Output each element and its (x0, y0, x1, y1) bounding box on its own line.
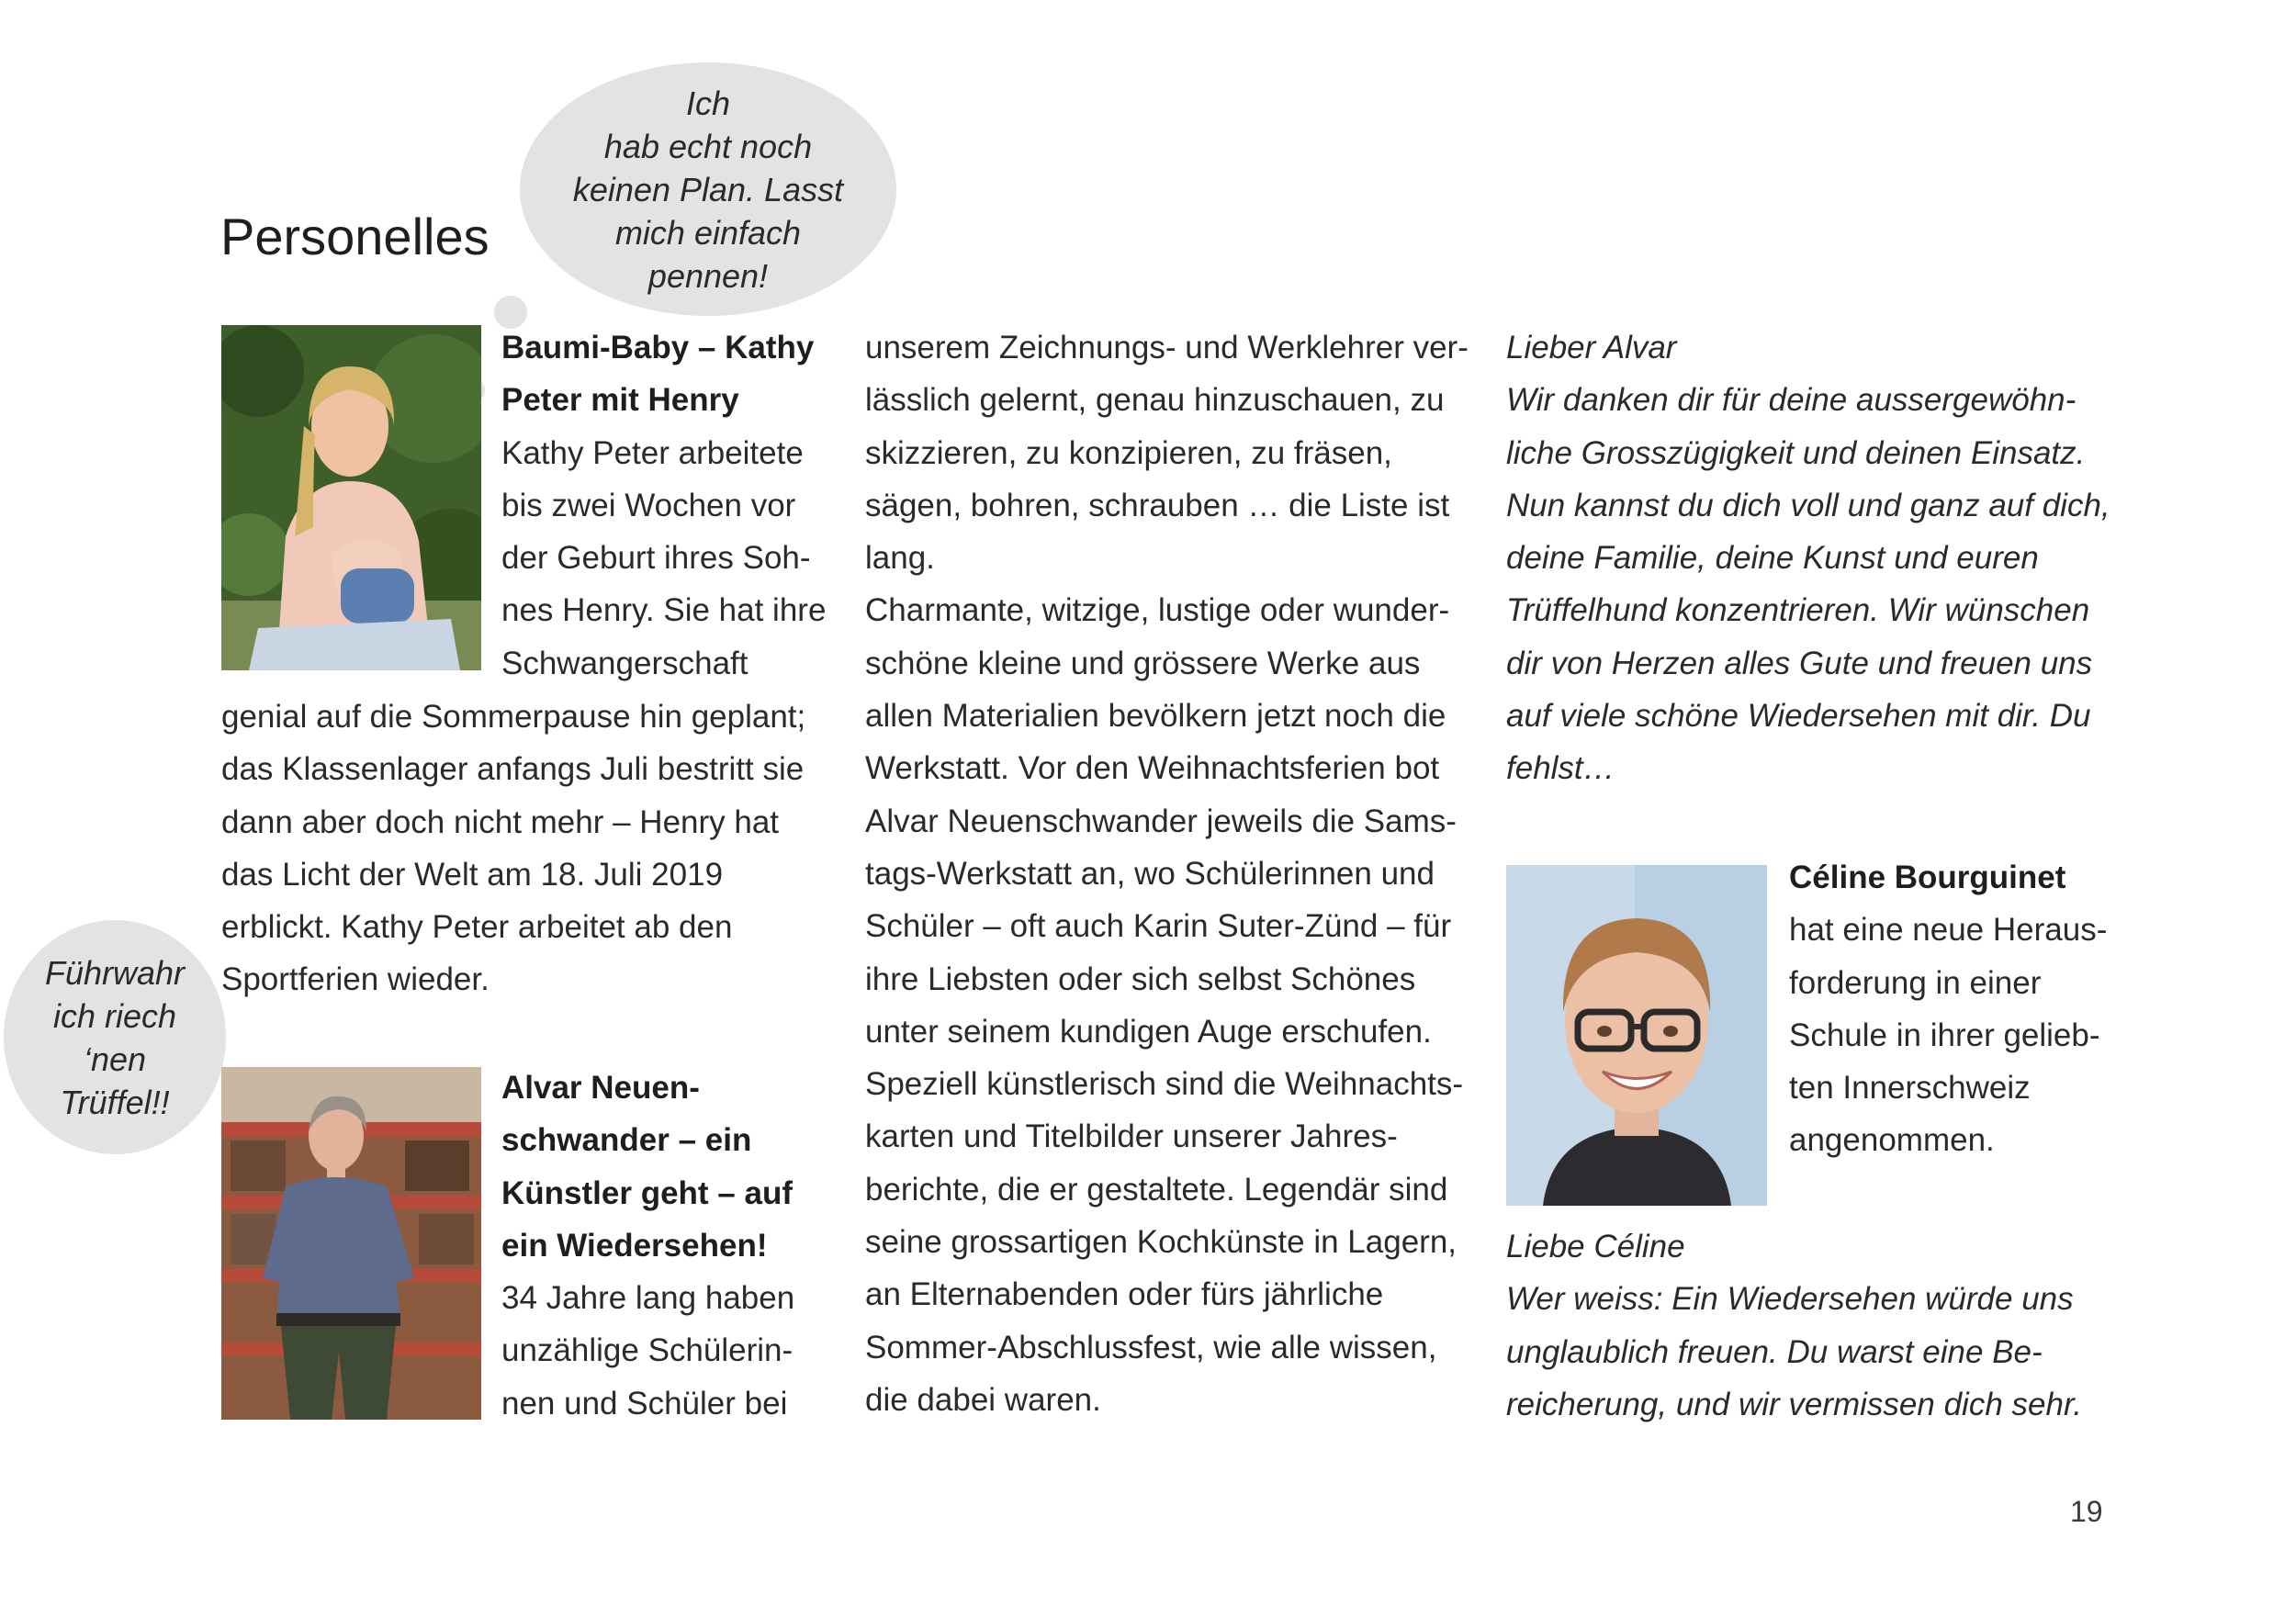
column-line: schöne kleine und grössere Werke aus (865, 645, 1421, 681)
alvar-body-line: 34 Jahre lang haben (501, 1280, 795, 1317)
farewell-line: dir von Herzen alles Gute und freuen uns (1506, 645, 2093, 681)
celine-photo-illustration (1506, 865, 1767, 1206)
alvar-photo-illustration (221, 1067, 481, 1420)
kathy-photo-illustration (221, 325, 481, 670)
alvar-farewell (1506, 321, 2110, 795)
farewell-line: Lieber Alvar (1506, 330, 1677, 365)
celine-farewell (1506, 1220, 2082, 1431)
celine-body-line: forderung in einer (1789, 964, 2042, 1001)
column-line: Sommer-Abschlussfest, wie alle wissen, (865, 1329, 1437, 1365)
kathy-photo (221, 325, 481, 670)
kathy-body (221, 691, 805, 1006)
alvar-photo (221, 1067, 481, 1420)
column-line: ihre Liebsten oder sich selbst Schönes (865, 961, 1416, 997)
alvar-heading (501, 1062, 794, 1430)
farewell-line: deine Familie, deine Kunst und euren (1506, 540, 2039, 577)
farewell-line: fehlst… (1506, 750, 1615, 787)
column-line: seine grossartigen Kochkünste in Lagern, (865, 1224, 1458, 1261)
farewell-line: Nun kannst du dich voll und ganz auf dich, (1506, 487, 2110, 523)
column-line: unserem Zeichnungs- und Werklehrer ver- (865, 330, 1469, 365)
celine-body-line: Schule in ihrer gelieb- (1789, 1017, 2100, 1053)
column-line: lang. (865, 540, 935, 577)
alvar-body-line: unzählige Schülerin- (501, 1332, 793, 1369)
celine-body-line: ten Innerschweiz (1789, 1070, 2031, 1107)
farewell-line: Wir danken dir für deine aussergewöhn- (1506, 382, 2077, 419)
alvar-heading-line: Künstler geht – auf (501, 1174, 793, 1211)
farewell-line: Liebe Céline (1506, 1229, 1685, 1264)
column-line: Werkstatt. Vor den Weihnachtsferien bot (865, 750, 1440, 787)
column-line: die dabei waren. (865, 1381, 1101, 1418)
column-line: karten und Titelbilder unserer Jahres- (865, 1118, 1398, 1155)
kathy-body-line: genial auf die Sommerpause hin geplant; (221, 699, 806, 735)
alvar-heading-line: ein Wiedersehen! (501, 1227, 768, 1264)
kathy-heading (501, 321, 826, 690)
column-line: lässlich gelernt, genau hinzuschauen, zu (865, 382, 1445, 419)
kathy-body-line: das Klassenlager anfangs Juli bestritt sie (221, 751, 805, 788)
farewell-line: unglaublich freuen. Du warst eine Be- (1506, 1333, 2043, 1370)
farewell-line: auf viele schöne Wiedersehen mit dir. Du (1506, 698, 2091, 735)
column-line: Alvar Neuenschwander jeweils die Sams- (865, 803, 1457, 839)
column-line: Speziell künstlerisch sind die Weihnachts- (865, 1066, 1464, 1103)
column-line: Schüler – oft auch Karin Suter-Zünd – für (865, 908, 1452, 945)
kathy-side-line: Kathy Peter arbeitete (501, 434, 804, 471)
alvar-column-text (865, 321, 1469, 1426)
kathy-heading-line: Baumi-Baby – Kathy (501, 330, 815, 365)
column-line: allen Materialien bevölkern jetzt noch die (865, 698, 1446, 735)
kathy-side-line: nes Henry. Sie hat ihre (501, 592, 827, 629)
kathy-side-line: bis zwei Wochen vor (501, 487, 796, 523)
kathy-side-line: Schwangerschaft (501, 645, 748, 681)
farewell-line: reicherung, und wir vermissen dich sehr. (1506, 1386, 2083, 1422)
kathy-body-line: dann aber doch nicht mehr – Henry hat (221, 803, 780, 840)
celine-text (1789, 851, 2107, 1167)
column-line: Charmante, witzige, lustige oder wunder- (865, 592, 1450, 629)
kathy-heading-line: Peter mit Henry (501, 382, 739, 419)
speech-bubble-top (520, 62, 896, 316)
page-title: Personelles (220, 208, 490, 265)
farewell-line: Trüffelhund konzentrieren. Wir wünschen (1506, 592, 2090, 629)
page-number: 19 (2070, 1495, 2103, 1528)
speech-bubble-top-text: Ich hab echt noch keinen Plan. Lasst mich einfach pennen! (572, 84, 844, 295)
alvar-body-line: nen und Schüler bei (501, 1385, 788, 1421)
celine-body-line: hat eine neue Heraus- (1789, 912, 2108, 949)
farewell-line: Wer weiss: Ein Wiedersehen würde uns (1506, 1281, 2074, 1318)
speech-bubble-left-text: Führwahr ich riech ‘nen Trüffel!! (44, 953, 186, 1121)
kathy-side-line: der Geburt ihres Soh- (501, 540, 811, 577)
kathy-body-line: Sportferien wieder. (221, 961, 490, 998)
celine-heading: Céline Bourguinet (1789, 860, 2066, 895)
farewell-line: liche Grosszügigkeit und deinen Einsatz. (1506, 434, 2086, 471)
kathy-body-line: das Licht der Welt am 18. Juli 2019 (221, 856, 724, 893)
celine-photo (1506, 865, 1767, 1206)
speech-bubble-left (4, 920, 226, 1154)
kathy-body-line: erblickt. Kathy Peter arbeitet ab den (221, 909, 733, 946)
alvar-heading-line: schwander – ein (501, 1122, 752, 1159)
column-line: an Elternabenden oder fürs jährliche (865, 1276, 1384, 1313)
column-line: berichte, die er gestaltete. Legendär sind (865, 1171, 1448, 1208)
column-line: skizzieren, zu konzipieren, zu fräsen, (865, 434, 1392, 471)
column-line: sägen, bohren, schrauben … die Liste ist (865, 487, 1450, 523)
column-line: tags-Werkstatt an, wo Schülerinnen und (865, 855, 1435, 892)
celine-body-line: angenommen. (1789, 1122, 1995, 1159)
alvar-heading-line: Alvar Neuen- (501, 1070, 700, 1106)
column-line: unter seinem kundigen Auge erschufen. (865, 1013, 1432, 1050)
